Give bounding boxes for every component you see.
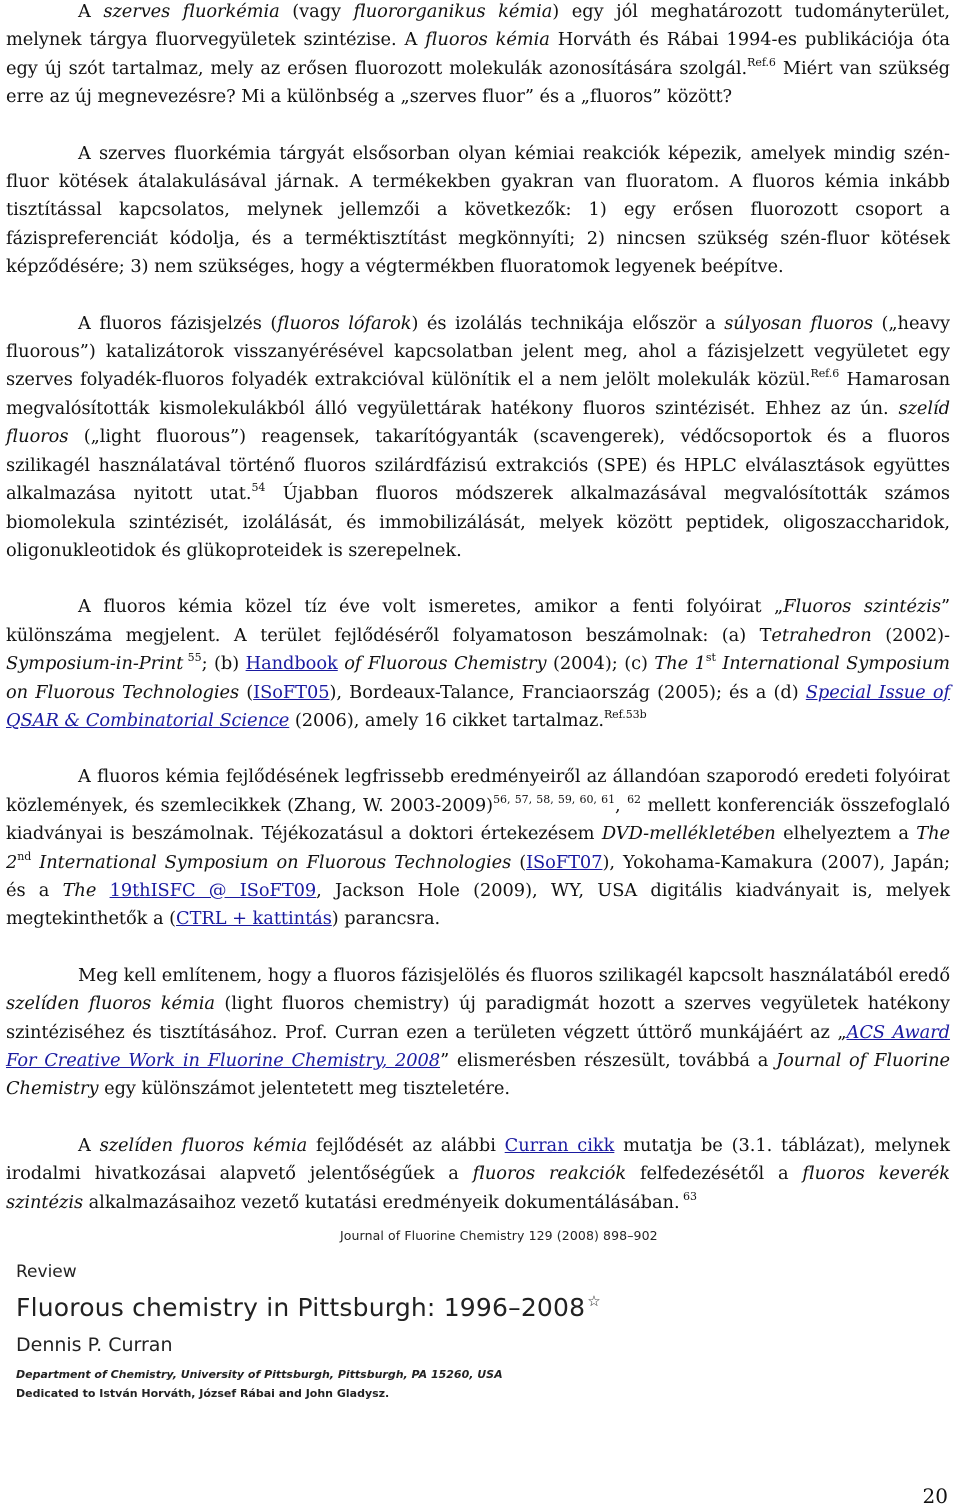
paragraph-gap (6, 282, 950, 310)
link-text: Special Issue of QSAR & Combinatorial Science (6, 681, 950, 731)
italic-term: Journal of Fluorine Chemistry (6, 1050, 950, 1100)
text-span: ( (239, 681, 254, 703)
italic-term: etrahedron (771, 624, 872, 646)
text-span: Miért van szükség erre az új megnevezésre? Mi a különbség a „szerves fluor” és a „fluoros” között? (6, 57, 950, 108)
text-span: ( (511, 851, 527, 873)
italic-term: szerves fluorkémia (103, 1, 280, 22)
paragraph-gap (6, 934, 950, 962)
text-span: Hamarosan megvalósították kismolekulákból álló vegyülettárak hatékony fluoros szintézisét. Ehhez az ún. (6, 369, 950, 419)
text-span: Horváth és Rábai 1994-es publikációja óta egy új szót tartalmaz, mely az erősen fluorozott molekulák azonosítására szolgál. (6, 29, 950, 79)
text-span: fejlődését az alábbi (307, 1134, 505, 1156)
paragraph-6 (6, 962, 950, 1104)
text-span: ” elismerésben részesült, továbbá a (440, 1050, 777, 1071)
paragraph-4 (6, 593, 950, 735)
reference-superscript: 56, 57, 58, 59, 60, 61 (493, 792, 616, 806)
text-span: ) parancsra. (331, 908, 441, 930)
article-title (16, 1292, 601, 1322)
ordinal-superscript: st (705, 651, 716, 665)
paragraph-7 (6, 1132, 950, 1217)
italic-term: fluororganikus kémia (353, 1, 553, 22)
italic-term: The (62, 879, 110, 901)
text-span: , (615, 794, 628, 816)
reference-superscript: Ref.6 (747, 55, 776, 69)
italic-term: International Symposium on Fluorous Technologies (6, 653, 950, 703)
italic-term: of Fluorous Chemistry (337, 653, 547, 675)
text-span: A fluoros fázisjelzés ( (78, 312, 278, 334)
reference-superscript: 55 (183, 651, 202, 665)
text-span: ; (b) (201, 653, 246, 675)
text-span: egy különszámot jelentetett meg tiszteletére. (98, 1078, 510, 1100)
text-span: A (78, 1134, 100, 1156)
ordinal-superscript: nd (17, 849, 32, 863)
text-span: Újabban fluoros módszerek alkalmazásával megvalósították számos biomolekula szintézisét, izolálását, és immobilizálását, melyek között peptidek, oligoszaccharidok, oligonukleotidok és glükoproteidek is szerepelnek. (6, 483, 950, 561)
italic-term: szelíden fluoros kémia (99, 1134, 308, 1156)
paragraph-5 (6, 763, 950, 933)
isfc-isoft09-link[interactable]: 19thISFC @ ISoFT09 (109, 879, 317, 901)
ctrl-click-link[interactable]: CTRL + kattintás (176, 908, 332, 930)
text-span: mellett konferenciák összefoglaló kiadványai is beszámolnak. Téjékozatásul a doktori értekezésem (6, 794, 950, 845)
article-author: Dennis P. Curran (16, 1334, 173, 1356)
curran-article-link[interactable]: Curran cikk (504, 1134, 615, 1156)
text-span: A (78, 1, 104, 22)
text-span: („heavy fluorous”) katalizátorok visszanyérésével kapcsolatban jelent meg, ahol a fázisjelzett vegyületet egy szerves folyadék-fluoros folyadék extrakcióval különítik el a nem jelölt molekulák közül. (6, 312, 950, 391)
text-span: ), Bordeaux-Talance, Franciaország (2005); és a (d) (329, 681, 806, 703)
text-span: A fluoros kémia fejlődésének legfrissebb eredményeiről az állandóan szaporodó eredeti folyóirat közlemények, és szemlecikkek (Zhang, W. 2003-2009) (6, 766, 950, 816)
italic-term: Fluoros szintézis (783, 596, 941, 618)
paragraph-gap (6, 565, 950, 593)
italic-term: Symposium-in-Print (6, 653, 184, 675)
reference-superscript: 62 (627, 792, 641, 806)
text-span: elhelyeztem a (775, 823, 917, 845)
italic-term: fluoros reakciók (472, 1163, 627, 1185)
paragraph-3 (6, 310, 950, 566)
text-span: mutatja be (3.1. táblázat), melynek irodalmi hivatkozásai alapvető jelentőségűek a (6, 1134, 950, 1185)
text-span: (2004); (c) (546, 653, 655, 675)
italic-term: The 2 (6, 823, 950, 873)
star-icon: ☆ (587, 1292, 601, 1310)
italic-term: fluoros keverék szintézis (6, 1163, 950, 1213)
italic-term: International Symposium on Fluorous Technologies (31, 851, 512, 873)
text-span: A fluoros kémia közel tíz éve volt ismeretes, amikor a fenti folyóirat „ (78, 596, 784, 618)
paragraph-1 (6, 0, 950, 112)
text-span: alkalmazásaihoz vezető kutatási eredményeik dokumentálásában. (83, 1191, 680, 1213)
paragraph-2: A szerves fluorkémia tárgyát elsősorban olyan kémiai reakciók képezik, amelyek mindig szén-fluor kötések átalakulásával járnak. A termékekben gyakran van fluoratom. A fluoros kémia inkább tisztítással kapcsolatos, melynek jellemzői a következők: 1) egy erősen fluorozott csoport a fázispreferenciát kódolja, és a terméktisztítást megkönnyíti; 2) nincsen szükség szén-fluor kötések képződésére; 3) nem szükséges, hogy a végtermékben fluoratomok legyenek beépítve. (6, 142, 950, 278)
article-type: Review (16, 1262, 77, 1282)
italic-term: fluoros lófarok (277, 312, 412, 334)
text-span: ) egy jól meghatározott tudományterület, melynek tárgya fluorvegyületek szintézise. A (6, 1, 951, 51)
dedication: Dedicated to István Horváth, József Rábai and John Gladysz. (16, 1387, 390, 1400)
isoft05-link[interactable]: ISoFT05 (253, 681, 330, 703)
reference-superscript: 63 (679, 1189, 697, 1203)
italic-term: fluoros kémia (425, 29, 550, 51)
text-span: Meg kell említenem, hogy a fluoros fázisjelölés és fluoros szilikagél kapcsolt használatából eredő (78, 964, 950, 986)
reference-superscript: Ref.53b (603, 707, 647, 721)
main-text (6, 0, 950, 1217)
reference-superscript: Ref.6 (810, 367, 840, 381)
article-header-figure (6, 1222, 950, 1412)
paragraph-gap (6, 735, 950, 763)
text-span: ), Yokohama-Kamakura (2007), Japán; és a (6, 851, 950, 901)
text-span: (vagy (279, 1, 354, 22)
text-span: (light fluoros chemistry) új paradigmát hozott a szerves vegyületek hatékony szintéziséhez és tisztításához. Prof. Curran ezen a területen végzett úttörő munkájáért az „ (6, 993, 950, 1043)
italic-term: súlyosan fluoros (724, 312, 873, 334)
text-span: (2006), amely 16 cikket tartalmaz. (289, 709, 604, 731)
author-affiliation (16, 1368, 503, 1381)
italic-term: szelíd fluoros (6, 397, 950, 448)
paragraph-gap (6, 112, 950, 140)
reference-superscript: 54 (251, 481, 266, 495)
handbook-link[interactable]: Handbook (245, 653, 338, 675)
italic-term: szelíden fluoros kémia (6, 993, 215, 1015)
article-title-text: Fluorous chemistry in Pittsburgh: 1996–2008 (16, 1293, 586, 1322)
italic-term: The 1 (654, 653, 706, 675)
italic-term: DVD-mellékletében (601, 823, 776, 845)
affiliation-text: Department of Chemistry, University of Pittsburgh, Pittsburgh, PA 15260, USA (16, 1368, 503, 1381)
text-span: („light fluorous”) reagensek, takarítógyanták (scavengerek), védőcsoportok és a fluoros szilikagél használatával történő fluoros szilárdfázisú extrakciós (SPE) és HPLC elválasztások együttes alkalmazása nyitott utat. (6, 426, 950, 505)
text-span: ) és izolálás technikája először a (411, 312, 725, 334)
text-span: ” különszáma megjelent. A terület fejlődéséről folyamatoson beszámolnak: (a) T (6, 596, 951, 646)
page-number: 20 (922, 1484, 948, 1508)
text-span: felfedezésétől a (626, 1163, 803, 1185)
text-span: (2002)- (871, 624, 951, 646)
isoft07-link[interactable]: ISoFT07 (526, 851, 603, 873)
journal-citation: Journal of Fluorine Chemistry 129 (2008) 898–902 (340, 1228, 658, 1243)
text-span: , Jackson Hole (2009), WY, USA digitális kiadványait is, melyek megtekinthetők a ( (6, 879, 950, 930)
link-text: ACS Award For Creative Work in Fluorine Chemistry, 2008 (6, 1021, 951, 1071)
paragraph-gap (6, 1104, 950, 1132)
